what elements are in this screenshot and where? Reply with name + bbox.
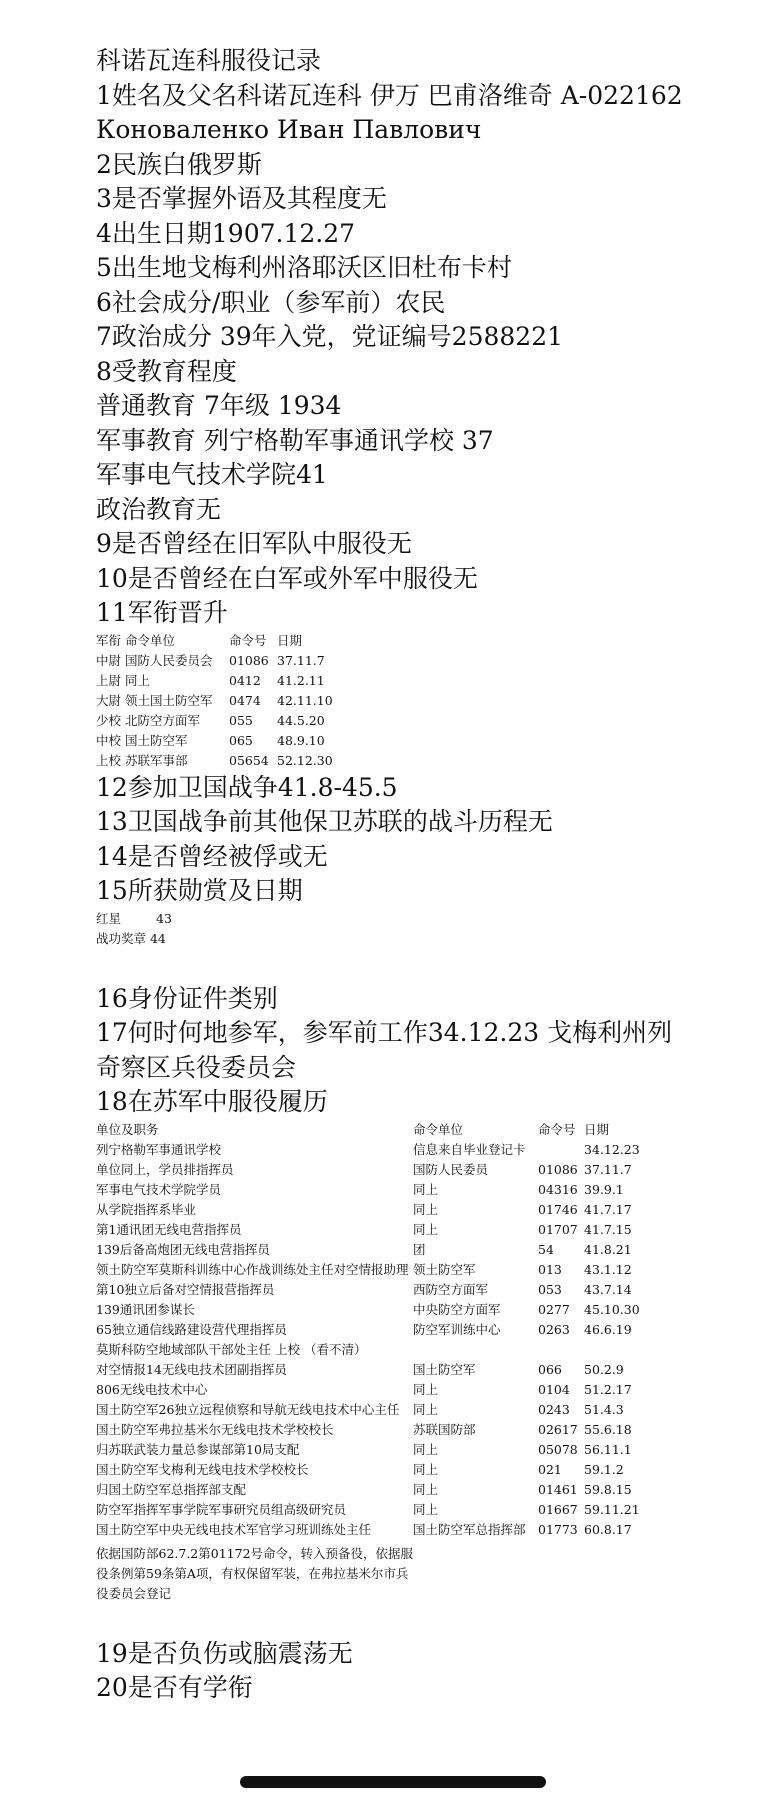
order-number-cell: 04316 [538,1181,578,1197]
date-cell: 34.12.23 [584,1141,640,1157]
order-number-cell: 0277 [538,1301,570,1317]
field-12-war-participation: 12参加卫国战争41.8-45.5 [96,772,398,802]
order-number-cell: 02617 [538,1421,578,1437]
table-row [96,1260,644,1280]
date-cell: 43.1.12 [584,1261,632,1277]
issuing-authority-cell: 同上 [413,1181,439,1197]
header-cell: 命令单位 [413,1121,464,1137]
order-number-cell: 065 [229,732,253,748]
order-number-cell: 0263 [538,1321,570,1337]
issuing-authority-cell: 同上 [413,1501,439,1517]
rank-table [96,631,333,771]
issuing-authority-cell: 团 [413,1241,426,1257]
issuing-authority-cell: 中央防空方面军 [413,1301,501,1317]
table-row [96,1180,644,1200]
rank-cell: 上尉 同上 [96,672,150,688]
table-row [96,1160,644,1180]
unit-position-cell: 军事电气技术学院学员 [96,1181,222,1197]
reserve-transfer-note: 依据国防部62.7.2第01172号命令，转入预备役，依据服役条例第59条第A项，有权保留军装，在弗拉基米尔市兵役委员会登记 [96,1545,414,1601]
order-number-cell: 0104 [538,1381,570,1397]
table-row [96,671,333,691]
date-cell: 55.6.18 [584,1421,632,1437]
rank-cell: 上校 苏联军事部 [96,752,188,768]
issuing-authority-cell: 同上 [413,1461,439,1477]
order-number-cell [538,1340,584,1360]
field-5-birthplace: 5出生地戈梅利州洛耶沃区旧杜布卡村 [96,253,512,282]
rank-cell: 大尉 领土国土防空军 [96,692,213,708]
order-number-cell: 066 [538,1361,562,1377]
date-cell: 56.11.1 [584,1441,632,1457]
rank-cell: 中校 国土防空军 [96,732,188,748]
field-1-name: 1姓名及父名科诺瓦连科 伊万 巴甫洛维奇 A-022162 [96,80,683,110]
date-cell: 46.6.19 [584,1321,632,1337]
date-cell: 43.7.14 [584,1281,632,1297]
order-number-cell: 0243 [538,1401,570,1417]
education-general: 普通教育 7年级 1934 [96,391,342,420]
field-16-id-document: 16身份证件类别 [96,983,278,1013]
field-15-awards: 15所获勋赏及日期 [96,876,303,905]
date-cell: 41.2.11 [277,672,325,688]
order-number-cell: 01461 [538,1481,578,1497]
unit-position-cell: 单位同上，学员排指挥员 [96,1161,234,1177]
date-cell: 44.5.20 [277,712,325,728]
order-number-cell: 05078 [538,1441,578,1457]
field-2-nationality: 2民族白俄罗斯 [96,149,262,179]
header-cell: 命令号 [229,632,267,648]
table-row [96,1500,644,1520]
date-cell: 59.1.2 [584,1461,624,1477]
award-name-cell: 战功奖章 44 [96,930,166,946]
awards-table [96,909,172,949]
issuing-authority-cell: 国土防空军总指挥部 [413,1521,526,1537]
field-10-white-army: 10是否曾经在白军或外军中服役无 [96,563,478,593]
date-cell: 59.8.15 [584,1481,632,1497]
field-6-social-origin: 6社会成分/职业（参军前）农民 [96,287,446,317]
table-row [96,1320,644,1340]
table-row [96,1340,644,1360]
unit-position-cell: 列宁格勒军事通讯学校 [96,1141,222,1157]
unit-position-cell: 139通讯团参谋长 [96,1301,195,1317]
date-cell: 37.11.7 [584,1161,632,1177]
header-cell: 单位及职务 [96,1121,159,1137]
date-cell: 45.10.30 [584,1301,640,1317]
unit-position-cell: 归国土防空军总指挥部支配 [96,1481,247,1497]
field-4-birth-date: 4出生日期1907.12.27 [96,218,356,248]
unit-position-cell: 第1通讯团无线电营指挥员 [96,1221,242,1237]
table-row [96,1400,644,1420]
award-name-cell: 红星 [96,910,122,926]
unit-position-cell: 国土防空军中央无线电技术军官学习班训练处主任 [96,1521,372,1537]
order-number-cell: 053 [538,1281,562,1297]
field-17-enlistment: 17何时何地参军，参军前工作34.12.23 戈梅利州列奇察区兵役委员会 [96,1018,673,1082]
table-row [96,651,333,671]
table-row [96,691,333,711]
home-indicator-bar[interactable] [240,1776,546,1788]
table-row [96,1240,644,1260]
table-row [96,1520,644,1540]
spacer [96,949,696,982]
date-cell: 41.8.21 [584,1241,632,1257]
table-row [96,711,333,731]
unit-position-cell: 139后备高炮团无线电营指挥员 [96,1241,270,1257]
field-7-party: 7政治成分 39年入党，党证编号2588221 [96,322,564,351]
field-8-education: 8受教育程度 [96,356,237,386]
header-cell: 日期 [277,632,303,648]
service-history-table [96,1120,644,1540]
date-cell: 59.11.21 [584,1501,640,1517]
document-title: 科诺瓦连科服役记录 [96,46,322,75]
header-cell: 日期 [584,1121,610,1137]
field-18-service-history: 18在苏军中服役履历 [96,1087,328,1116]
issuing-authority-cell: 同上 [413,1381,439,1397]
education-academy: 军事电气技术学院41 [96,460,328,489]
header-cell: 命令号 [538,1121,576,1137]
unit-position-cell: 65独立通信线路建设营代理指挥员 [96,1321,287,1337]
date-cell: 48.9.10 [277,732,325,748]
order-number-cell: 01746 [538,1201,578,1217]
table-row [96,929,172,949]
unit-position-cell: 防空军指挥军事学院军事研究员组高级研究员 [96,1501,347,1517]
issuing-authority-cell: 同上 [413,1401,439,1417]
table-row [96,1360,644,1380]
unit-position-cell: 第10独立后备对空情报营指挥员 [96,1281,275,1297]
table-row [96,1200,644,1220]
table-row [96,1440,644,1460]
unit-position-cell: 莫斯科防空地域部队干部处主任 上校 （看不清） [96,1341,367,1357]
field-3-languages: 3是否掌握外语及其程度无 [96,184,387,213]
education-political: 政治教育无 [96,494,222,524]
issuing-authority-cell: 国土防空军 [413,1361,476,1377]
unit-position-cell: 国土防空军戈梅利无线电技术学校校长 [96,1461,309,1477]
table-header-row [96,1120,644,1140]
rank-cell: 中尉 国防人民委员会 [96,652,213,668]
order-number-cell [538,1140,584,1160]
issuing-authority-cell: 国防人民委员 [413,1161,489,1177]
table-row [96,1220,644,1240]
order-number-cell: 013 [538,1261,562,1277]
date-cell: 41.7.17 [584,1201,632,1217]
date-cell: 51.4.3 [584,1401,624,1417]
order-number-cell: 0412 [229,672,261,688]
field-11-ranks: 11军衔晋升 [96,598,228,627]
issuing-authority-cell: 同上 [413,1441,439,1457]
date-cell: 39.9.1 [584,1181,624,1197]
order-number-cell: 01773 [538,1521,578,1537]
table-row [96,751,333,771]
issuing-authority-cell: 苏联国防部 [413,1421,476,1437]
issuing-authority-cell: 信息来自毕业登记卡 [413,1141,526,1157]
date-cell [584,1340,644,1360]
table-row [96,909,172,929]
table-row [96,1280,644,1300]
issuing-authority-cell [413,1340,538,1360]
table-row [96,731,333,751]
issuing-authority-cell: 西防空方面军 [413,1281,489,1297]
field-19-wounds: 19是否负伤或脑震荡无 [96,1638,353,1668]
issuing-authority-cell: 领土防空军 [413,1261,476,1277]
field-20-academic-title: 20是否有学衔 [96,1673,253,1702]
service-record-document [96,44,696,1706]
order-number-cell: 01086 [229,652,269,668]
unit-position-cell: 806无线电技术中心 [96,1381,208,1397]
date-cell: 60.8.17 [584,1521,632,1537]
issuing-authority-cell: 同上 [413,1481,439,1497]
field-13-prewar-combat: 13卫国战争前其他保卫苏联的战斗历程无 [96,807,553,836]
field-1-name-russian: Коноваленко Иван Павлович [96,115,482,144]
unit-position-cell: 国土防空军26独立远程侦察和导航无线电技术中心主任 [96,1401,400,1417]
rank-cell: 少校 北防空方面军 [96,712,200,728]
date-cell: 37.11.7 [277,652,325,668]
issuing-authority-cell: 同上 [413,1221,439,1237]
order-number-cell: 05654 [229,752,269,768]
unit-position-cell: 归苏联武装力量总参谋部第10局支配 [96,1441,300,1457]
issuing-authority-cell: 同上 [413,1201,439,1217]
order-number-cell: 01086 [538,1161,578,1177]
order-number-cell: 01707 [538,1221,578,1237]
date-cell: 51.2.17 [584,1381,632,1397]
field-14-captivity: 14是否曾经被俘或无 [96,841,328,871]
header-cell: 军衔 命令单位 [96,632,175,648]
education-military: 军事教育 列宁格勒军事通讯学校 37 [96,425,494,455]
unit-position-cell: 对空情报14无线电技术团副指挥员 [96,1361,287,1377]
field-9-old-army: 9是否曾经在旧军队中服役无 [96,529,412,558]
order-number-cell: 54 [538,1241,554,1257]
order-number-cell: 021 [538,1461,562,1477]
table-row [96,1420,644,1440]
spacer [96,1604,696,1637]
award-year-cell: 43 [156,910,172,926]
date-cell: 52.12.30 [277,752,333,768]
date-cell: 50.2.9 [584,1361,624,1377]
table-row [96,1140,644,1160]
table-row [96,1300,644,1320]
issuing-authority-cell: 防空军训练中心 [413,1321,501,1337]
unit-position-cell: 领土防空军莫斯科训练中心作战训练处主任对空情报助理 [96,1261,409,1277]
table-row [96,1480,644,1500]
order-number-cell: 055 [229,712,253,728]
date-cell: 42.11.10 [277,692,333,708]
table-row [96,1460,644,1480]
order-number-cell: 01667 [538,1501,578,1517]
table-row [96,1380,644,1400]
order-number-cell: 0474 [229,692,261,708]
unit-position-cell: 从学院指挥系毕业 [96,1201,197,1217]
date-cell: 41.7.15 [584,1221,632,1237]
table-header-row [96,631,333,651]
unit-position-cell: 国土防空军弗拉基米尔无线电技术学校校长 [96,1421,334,1437]
